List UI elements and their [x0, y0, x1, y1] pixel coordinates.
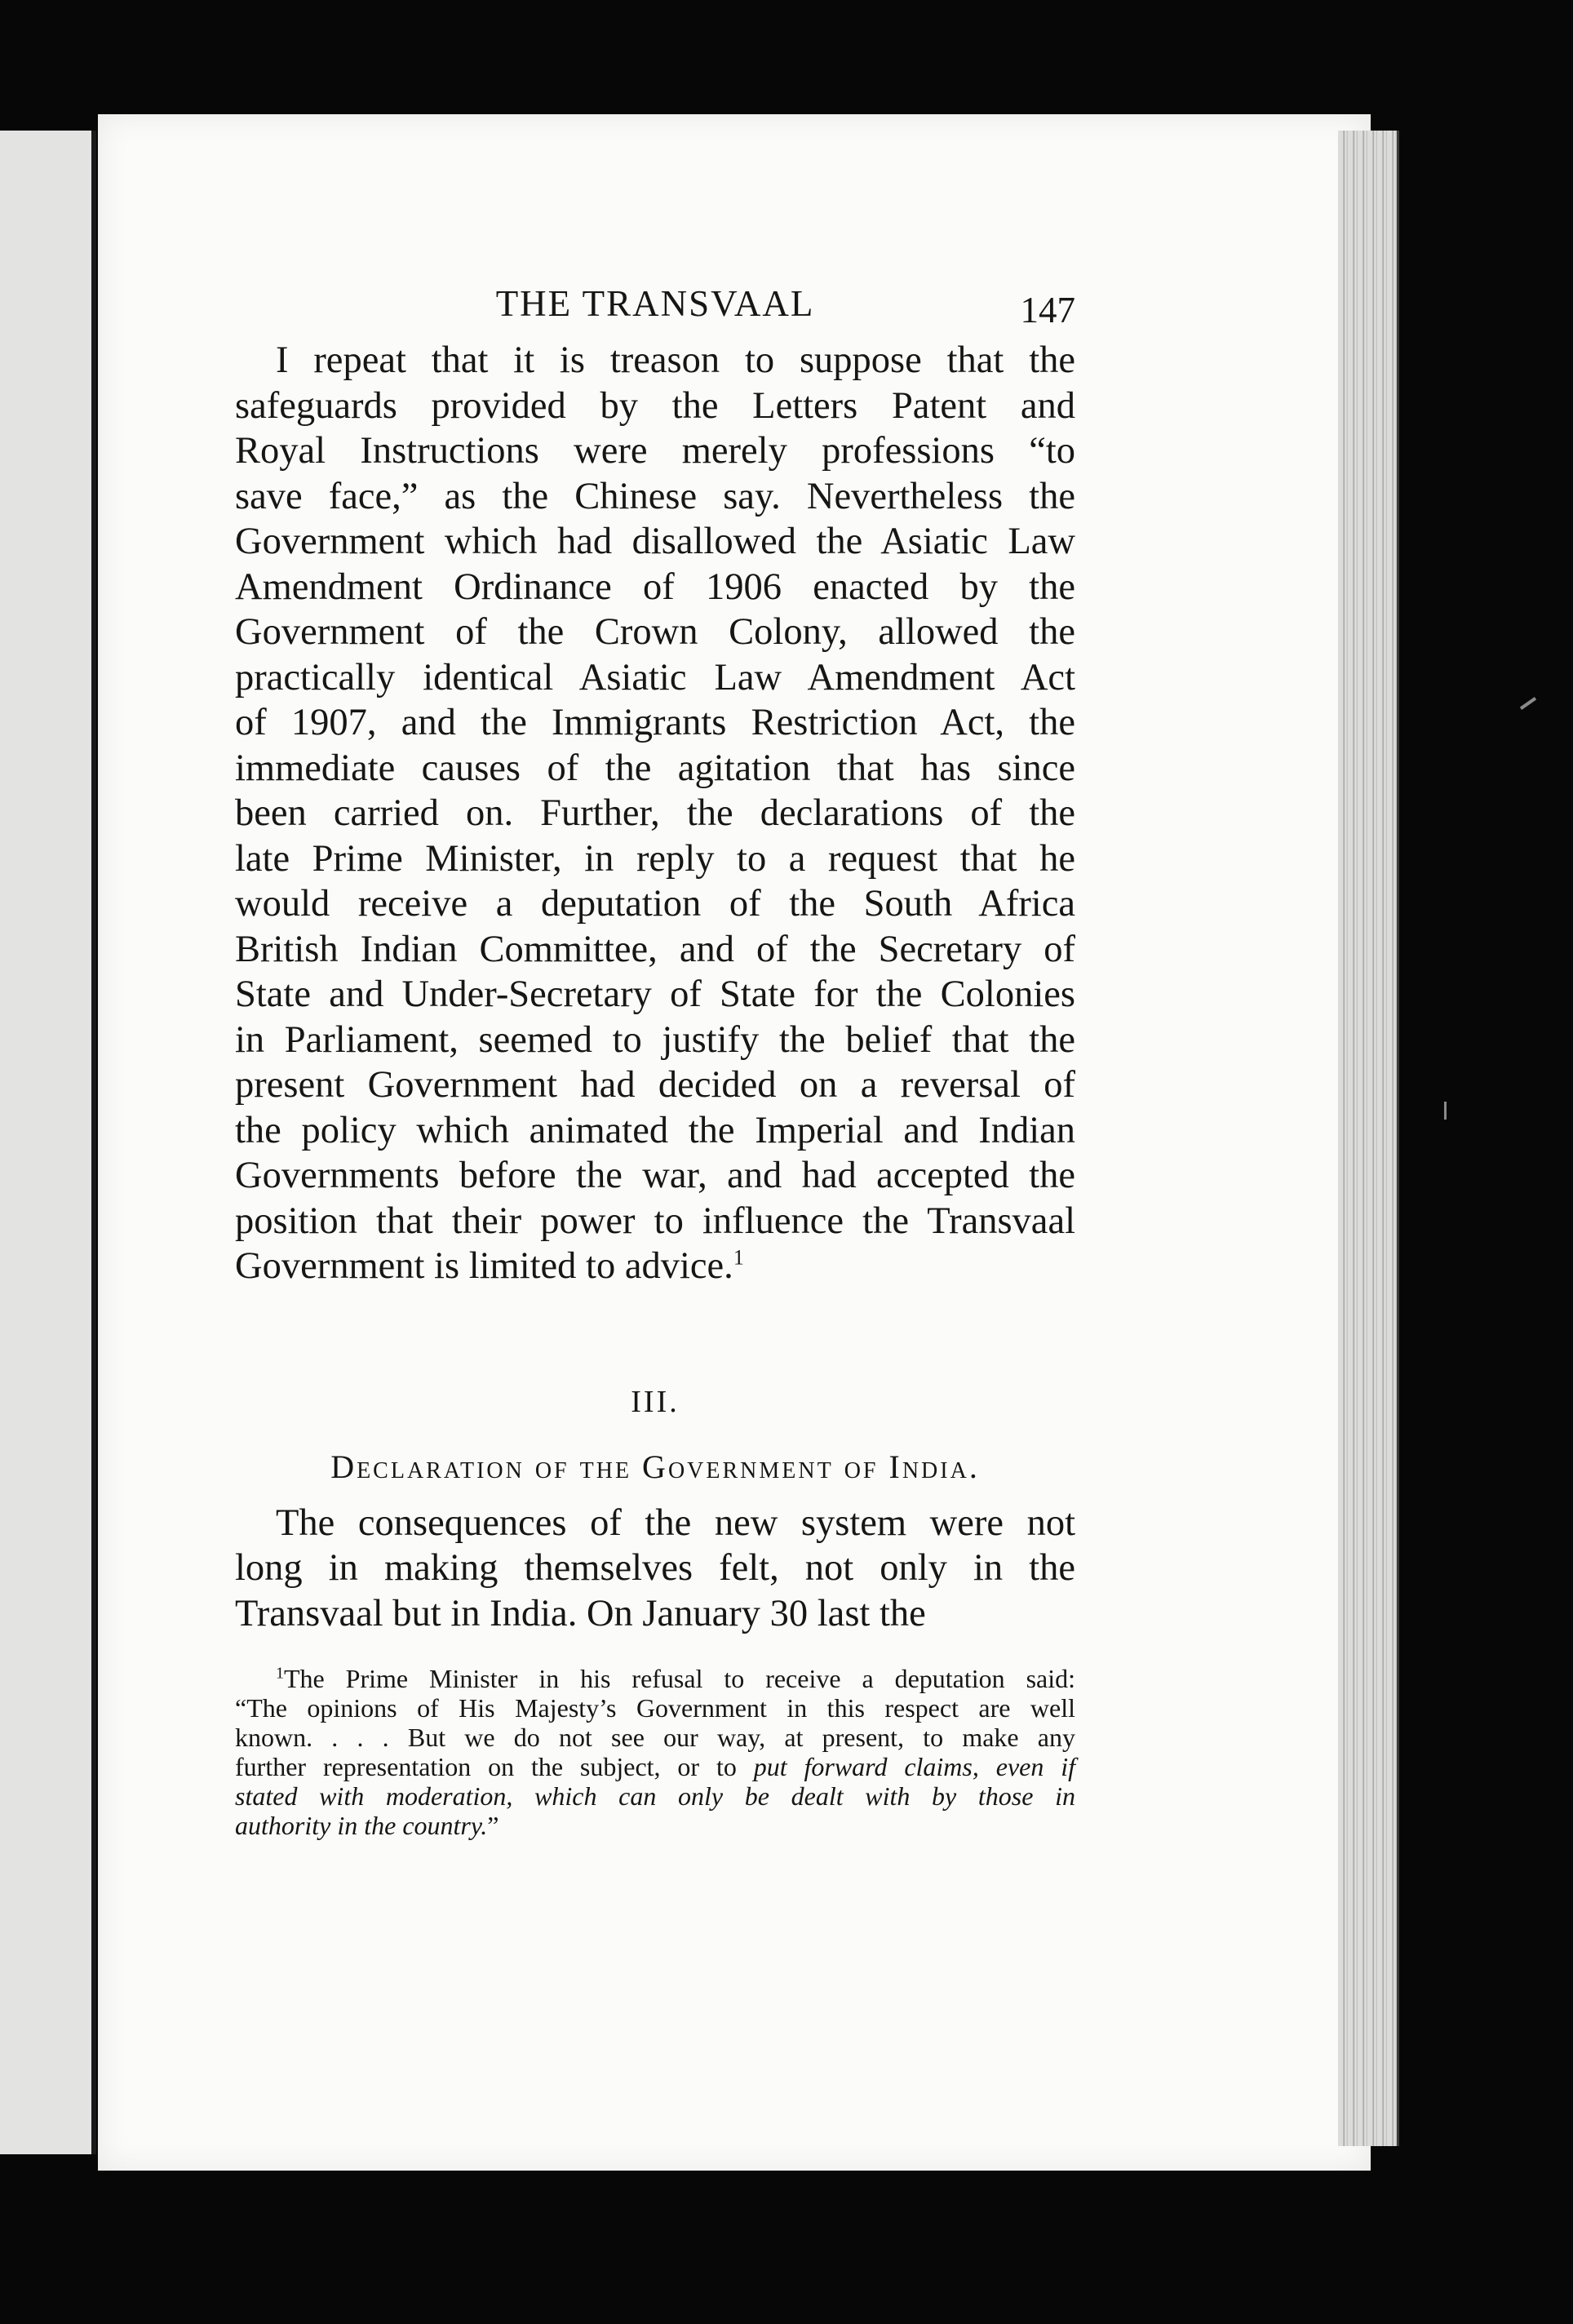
footnote-italic-text: authority in the country. — [235, 1811, 488, 1840]
line-text: Transvaal but in India. On January 30 last the — [235, 1592, 926, 1634]
footnote-mark: 1 — [276, 1664, 284, 1683]
text-line — [235, 1153, 1075, 1199]
text-line — [235, 1591, 1075, 1637]
footnote-text: ” — [487, 1811, 499, 1840]
paragraph-treason — [235, 338, 1075, 1289]
line-text: practically identical Asiatic Law Amendment Act — [235, 656, 1075, 699]
text-line — [235, 1501, 1075, 1546]
line-text: The consequences of the new system were not — [276, 1501, 1075, 1544]
line-text: Government which had disallowed the Asiatic Law — [235, 521, 1075, 562]
text-line — [235, 384, 1075, 429]
footnote-line: stated with moderation, which can only be dealt with by those in — [235, 1781, 1075, 1811]
footnote-line: known. . . . But we do not see our way, at present, to make any — [235, 1723, 1075, 1752]
text-line — [235, 972, 1075, 1018]
text-line — [235, 746, 1075, 792]
text-line — [235, 655, 1075, 701]
text-line — [235, 1018, 1075, 1063]
line-text: been carried on. Further, the declarations of the — [235, 792, 1075, 834]
line-text: would receive a deputation of the South Africa — [235, 883, 1075, 925]
footnote-text: The Prime Minister in his refusal to receive a deputation said: — [284, 1664, 1075, 1693]
line-text: in Parliament, seemed to justify the belief that the — [235, 1018, 1075, 1061]
footnote-line — [235, 1811, 1075, 1840]
previous-page-edge — [0, 131, 96, 2154]
running-title: THE TRANSVAAL — [495, 283, 815, 324]
line-text: Government of the Crown Colony, allowed the — [235, 611, 1075, 653]
section-number: III. — [631, 1384, 680, 1419]
page-number: 147 — [1020, 290, 1075, 330]
text-line — [235, 881, 1075, 927]
dust-speck — [1520, 697, 1536, 710]
text-line — [235, 1546, 1075, 1591]
running-head — [235, 276, 1075, 338]
text-line — [235, 791, 1075, 836]
line-text: Governments before the war, and had accepted the — [235, 1155, 1075, 1196]
text-line — [235, 1244, 1075, 1289]
footnote-line — [235, 1664, 1075, 1693]
line-text: immediate causes of the agitation that has since — [235, 747, 1075, 789]
text-line — [235, 836, 1075, 882]
footnote-line: “The opinions of His Majesty’s Government in this respect are well — [235, 1693, 1075, 1723]
dust-speck — [1444, 1102, 1447, 1120]
line-text: the policy which animated the Imperial and Indian — [235, 1109, 1075, 1151]
text-line — [235, 338, 1075, 384]
text-line — [235, 1108, 1075, 1154]
line-text: Royal Instructions were merely professions “to — [235, 430, 1075, 472]
line-text: Amendment Ordinance of 1906 enacted by the — [235, 565, 1075, 608]
paragraph-consequences — [235, 1501, 1075, 1637]
text-line — [235, 565, 1075, 610]
section-title: Declaration of the Government of India. — [330, 1448, 980, 1485]
text-line — [235, 927, 1075, 973]
text-line — [235, 1199, 1075, 1244]
line-text: late Prime Minister, in reply to a request that he — [235, 837, 1075, 880]
text-line — [235, 474, 1075, 520]
text-line — [235, 610, 1075, 655]
line-text: State and Under-Secretary of State for the Colonies — [235, 974, 1075, 1015]
line-text: long in making themselves felt, not only in the — [235, 1547, 1075, 1589]
footnote-text: further representation on the subject, or to — [235, 1752, 754, 1781]
footnote-italic-text: put forward claims, even if — [753, 1752, 1075, 1781]
line-text: Government is limited to advice. — [235, 1245, 733, 1287]
text-line — [235, 519, 1075, 565]
line-text: present Government had decided on a reversal of — [235, 1064, 1075, 1106]
footnote — [235, 1664, 1075, 1840]
line-text: safeguards provided by the Letters Patent and — [235, 384, 1075, 427]
page-block-edges — [1338, 131, 1399, 2146]
text-line — [235, 1062, 1075, 1108]
line-text: of 1907, and the Immigrants Restriction Act, the — [235, 702, 1075, 743]
line-text: save face,” as the Chinese say. Nevertheless the — [235, 475, 1075, 517]
page-content — [235, 276, 1075, 1840]
text-line — [235, 700, 1075, 746]
footnote-reference: 1 — [733, 1245, 744, 1270]
line-text: I repeat that it is treason to suppose that the — [276, 339, 1075, 381]
line-text: position that their power to influence the Transvaal — [235, 1200, 1075, 1242]
text-line — [235, 428, 1075, 474]
line-text: British Indian Committee, and of the Secretary of — [235, 928, 1075, 970]
footnote-line — [235, 1752, 1075, 1781]
